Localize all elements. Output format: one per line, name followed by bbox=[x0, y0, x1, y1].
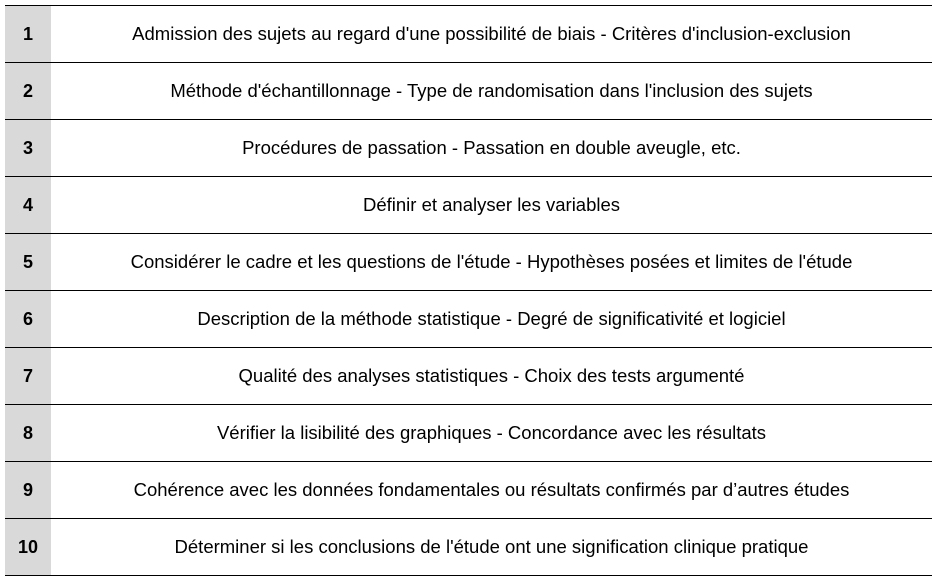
row-text: Qualité des analyses statistiques - Choix des tests argumenté bbox=[51, 348, 932, 405]
row-text: Méthode d'échantillonnage - Type de randomisation dans l'inclusion des sujets bbox=[51, 63, 932, 120]
row-text: Vérifier la lisibilité des graphiques - Concordance avec les résultats bbox=[51, 405, 932, 462]
row-number: 5 bbox=[5, 234, 51, 291]
table-row bbox=[5, 519, 932, 576]
table-row bbox=[5, 405, 932, 462]
row-text: Description de la méthode statistique - Degré de significativité et logiciel bbox=[51, 291, 932, 348]
row-number: 3 bbox=[5, 120, 51, 177]
table-row bbox=[5, 120, 932, 177]
row-number: 4 bbox=[5, 177, 51, 234]
criteria-table bbox=[5, 5, 932, 576]
table-row bbox=[5, 291, 932, 348]
row-number: 6 bbox=[5, 291, 51, 348]
row-text: Déterminer si les conclusions de l'étude ont une signification clinique pratique bbox=[51, 519, 932, 576]
row-text: Définir et analyser les variables bbox=[51, 177, 932, 234]
row-text: Procédures de passation - Passation en double aveugle, etc. bbox=[51, 120, 932, 177]
row-number: 2 bbox=[5, 63, 51, 120]
table-row bbox=[5, 348, 932, 405]
row-number: 8 bbox=[5, 405, 51, 462]
row-number: 7 bbox=[5, 348, 51, 405]
table-row bbox=[5, 6, 932, 63]
row-text: Considérer le cadre et les questions de l'étude - Hypothèses posées et limites de l'étude bbox=[51, 234, 932, 291]
table-row bbox=[5, 234, 932, 291]
criteria-table-body bbox=[5, 6, 932, 576]
table-row bbox=[5, 63, 932, 120]
table-row bbox=[5, 462, 932, 519]
row-number: 10 bbox=[5, 519, 51, 576]
row-number: 9 bbox=[5, 462, 51, 519]
row-text: Admission des sujets au regard d'une possibilité de biais - Critères d'inclusion-exclusion bbox=[51, 6, 932, 63]
table-row bbox=[5, 177, 932, 234]
row-text: Cohérence avec les données fondamentales ou résultats confirmés par d’autres études bbox=[51, 462, 932, 519]
row-number: 1 bbox=[5, 6, 51, 63]
